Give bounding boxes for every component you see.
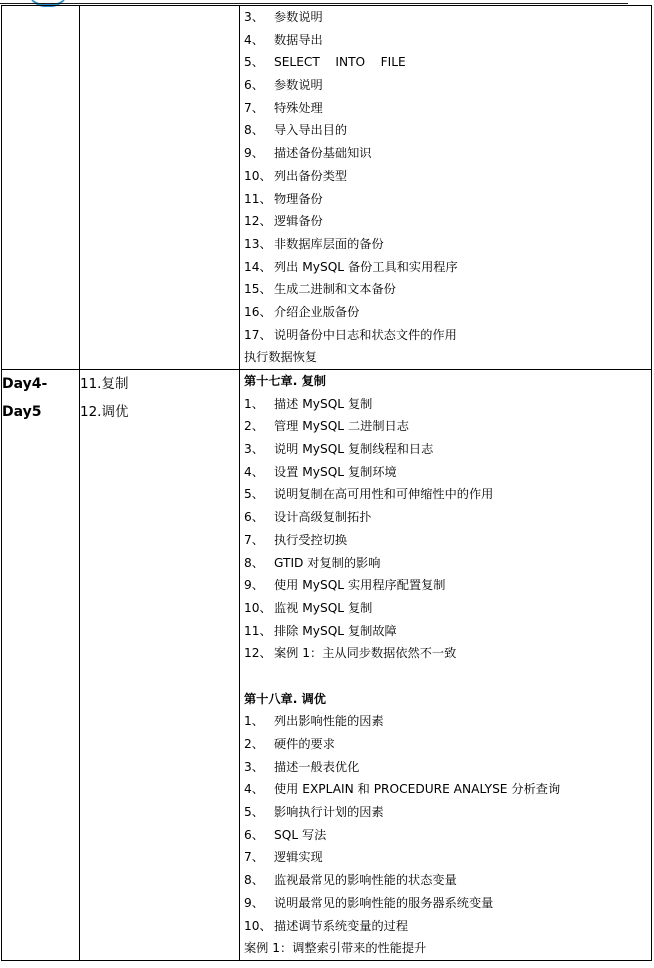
- table-row: [2, 6, 652, 370]
- list-item-number: 17、: [244, 327, 272, 342]
- topics-cell: [80, 370, 240, 961]
- list-item-text: 执行受控切换: [274, 532, 348, 547]
- list-item-number: 8、: [244, 123, 264, 138]
- list-item: [240, 415, 651, 438]
- list-item-text: 影响执行计划的因素: [274, 805, 384, 820]
- list-item-number: 15、: [244, 282, 272, 297]
- list-item-text: 非数据库层面的备份: [274, 236, 384, 251]
- list-item: [240, 506, 651, 529]
- list-item-text: 说明备份中日志和状态文件的作用: [274, 327, 457, 342]
- list-item: [240, 301, 651, 324]
- list-item-number: 10、: [244, 918, 272, 933]
- list-item-number: 8、: [244, 555, 264, 570]
- list-item-text: 描述 MySQL 复制: [274, 396, 373, 411]
- list-item: [240, 278, 651, 301]
- list-item-number: 14、: [244, 259, 272, 274]
- list-item-text: 列出备份类型: [274, 168, 348, 183]
- list-item: [240, 393, 651, 416]
- list-item-text: 描述一般表优化: [274, 759, 360, 774]
- details-cell: [240, 6, 652, 370]
- list-item: [240, 801, 651, 824]
- list-item-number: 12、: [244, 646, 272, 661]
- list-item-text: 列出 MySQL 备份工具和实用程序: [274, 259, 458, 274]
- list-item-text: SELECT INTO FILE: [274, 55, 406, 70]
- list-item-text: GTID 对复制的影响: [274, 555, 381, 570]
- topics-cell: [80, 6, 240, 370]
- list-item-number: 5、: [244, 55, 264, 70]
- list-item-text: 参数说明: [274, 10, 323, 24]
- list-item-number: 2、: [244, 419, 264, 434]
- list-item-number: 1、: [244, 714, 264, 729]
- list-item: [240, 892, 651, 915]
- list-item-text: 数据导出: [274, 32, 323, 47]
- list-item: [240, 756, 651, 779]
- list-item-number: 6、: [244, 827, 264, 842]
- list-item: [240, 188, 651, 211]
- list-item: [240, 346, 651, 369]
- list-item-text: 执行数据恢复: [244, 350, 318, 365]
- list-item-text: 逻辑实现: [274, 850, 323, 865]
- list-item: [240, 51, 651, 74]
- list-item-number: 5、: [244, 487, 264, 502]
- list-item-text: 列出影响性能的因素: [274, 714, 384, 729]
- list-item: [240, 165, 651, 188]
- list-item-number: 4、: [244, 782, 264, 797]
- list-item-number: 9、: [244, 895, 264, 910]
- table-row: [2, 370, 652, 961]
- list-item-text: 说明最常见的影响性能的服务器系统变量: [274, 895, 494, 910]
- list-item-text: 使用 EXPLAIN 和 PROCEDURE ANALYSE 分析查询: [274, 782, 561, 797]
- list-item-number: 11、: [244, 623, 272, 638]
- list-item-text: 介绍企业版备份: [274, 304, 360, 319]
- list-item-number: 2、: [244, 737, 264, 751]
- list-item-text: 说明复制在高可用性和可伸缩性中的作用: [274, 487, 494, 502]
- list-item-text: 设计高级复制拓扑: [274, 510, 372, 525]
- list-item: [240, 552, 651, 575]
- list-item-number: 6、: [244, 510, 264, 525]
- list-item: [240, 846, 651, 869]
- list-item: [240, 642, 651, 665]
- list-item-text: 逻辑备份: [274, 214, 323, 229]
- spacer-line: [240, 665, 651, 688]
- list-item: [240, 142, 651, 165]
- list-item: [240, 6, 651, 29]
- day-cell: [2, 6, 80, 370]
- list-item-text: 导入导出目的: [274, 123, 348, 138]
- list-item-text: 管理 MySQL 二进制日志: [274, 419, 409, 434]
- list-item: [240, 824, 651, 847]
- list-item-number: 3、: [244, 442, 264, 457]
- list-item: [240, 778, 651, 801]
- list-item: [240, 97, 651, 120]
- list-item-text: 使用 MySQL 实用程序配置复制: [274, 578, 446, 593]
- list-item: [240, 29, 651, 52]
- day-label: Day5: [2, 404, 42, 420]
- list-item: [240, 915, 651, 938]
- list-item-number: 11、: [244, 191, 272, 206]
- list-item-number: 3、: [244, 759, 264, 774]
- list-item-number: 10、: [244, 168, 272, 183]
- list-item-text: 设置 MySQL 复制环境: [274, 464, 397, 479]
- list-item-text: SQL 写法: [274, 827, 327, 842]
- list-item-text: 案例 1：调整索引带来的性能提升: [244, 941, 427, 956]
- list-item: [240, 597, 651, 620]
- course-schedule-table: [1, 5, 652, 961]
- list-item-text: 特殊处理: [274, 100, 323, 115]
- list-item-number: 8、: [244, 873, 264, 888]
- list-item: [240, 710, 651, 733]
- list-item: [240, 119, 651, 142]
- list-item-text: 描述备份基础知识: [274, 146, 372, 161]
- list-item: [240, 620, 651, 643]
- list-item: [240, 233, 651, 256]
- list-item: [240, 937, 651, 960]
- topic-item: 12.调优: [80, 404, 129, 420]
- list-item-text: 物理备份: [274, 191, 323, 206]
- list-item-number: 12、: [244, 214, 272, 229]
- list-item: [240, 74, 651, 97]
- list-item-number: 6、: [244, 78, 264, 93]
- list-item-number: 7、: [244, 100, 264, 115]
- list-item-number: 5、: [244, 805, 264, 820]
- list-item: [240, 483, 651, 506]
- list-item-number: 13、: [244, 236, 272, 251]
- list-item-text: 监视 MySQL 复制: [274, 600, 373, 615]
- list-item-number: 10、: [244, 600, 272, 615]
- list-item: [240, 461, 651, 484]
- list-item-number: 16、: [244, 304, 272, 319]
- list-item-number: 1、: [244, 396, 264, 411]
- list-item: [240, 869, 651, 892]
- list-item-number: 9、: [244, 146, 264, 161]
- list-item-text: 参数说明: [274, 78, 323, 93]
- list-item-number: 3、: [244, 10, 264, 24]
- list-item-text: 硬件的要求: [274, 737, 335, 751]
- list-item-text: 描述调节系统变量的过程: [274, 918, 409, 933]
- details-cell: [240, 370, 652, 961]
- chapter-heading: 第十七章. 复制: [244, 374, 326, 388]
- list-item-text: 排除 MySQL 复制故障: [274, 623, 397, 638]
- list-item-number: 9、: [244, 578, 264, 593]
- list-item-text: 说明 MySQL 复制线程和日志: [274, 442, 434, 457]
- list-item: [240, 210, 651, 233]
- list-item: [240, 733, 651, 756]
- list-item: [240, 529, 651, 552]
- day-label: Day4-: [2, 376, 48, 392]
- list-item-text: 监视最常见的影响性能的状态变量: [274, 873, 457, 888]
- list-item-text: 案例 1：主从同步数据依然不一致: [274, 646, 457, 661]
- list-item: [240, 574, 651, 597]
- list-item: [240, 324, 651, 347]
- list-item-number: 7、: [244, 850, 264, 865]
- list-item-number: 4、: [244, 32, 264, 47]
- list-item: [240, 256, 651, 279]
- header-rule: [0, 3, 628, 4]
- list-item-number: 4、: [244, 464, 264, 479]
- list-item-number: 7、: [244, 532, 264, 547]
- list-item: [240, 438, 651, 461]
- day-cell: [2, 370, 80, 961]
- topic-item: 11.复制: [80, 376, 129, 392]
- list-item-text: 生成二进制和文本备份: [274, 282, 396, 297]
- chapter-heading: 第十八章. 调优: [244, 691, 326, 706]
